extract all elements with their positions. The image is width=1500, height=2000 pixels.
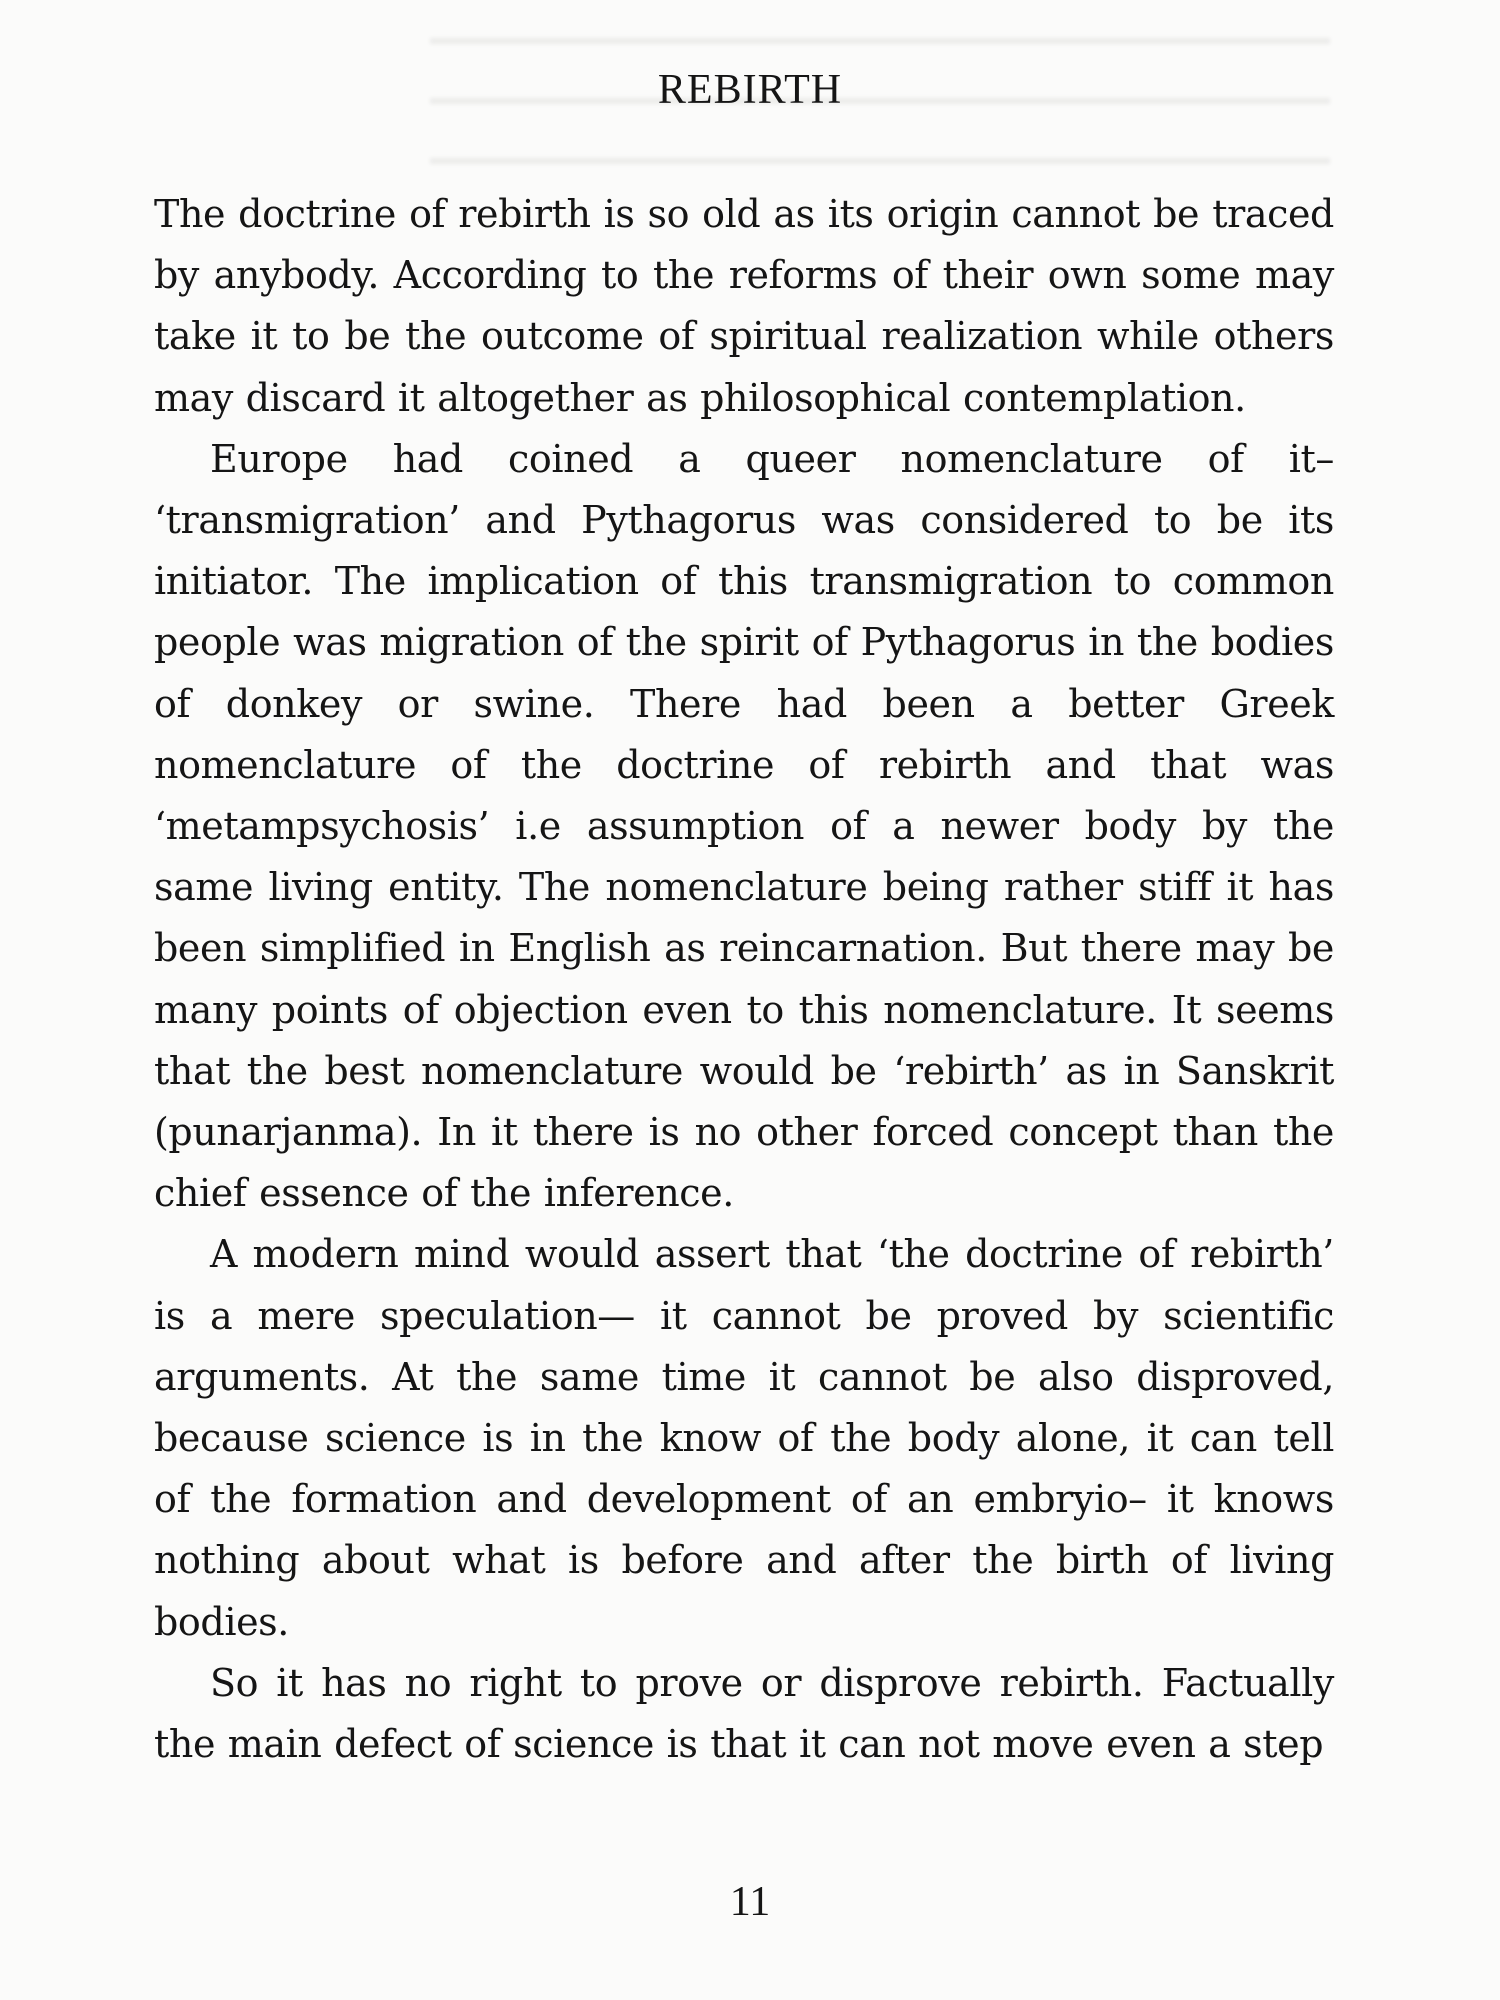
paragraph-4: So it has no right to prove or disprove rebirth. Factually the main defect of science is that it can not move even a step <box>154 1660 1334 1767</box>
paragraph-2: Europe had coined a queer nomenclature of it– ‘transmigration’ and Pythagorus was considered to be its initiator. The implication of this transmigration to common people was migration of the spirit of Pythagorus in the bodies of donkey or swine. There had been a better Greek nomenclature of the doctrine of rebirth and that was ‘metampsychosis’ i.e assumption of a newer body by the same living entity. The nomenclature being rather stiff it has been simplified in English as reincarnation. But there may be many points of objection even to this nomenclature. It seems that the best nomenclature would be ‘rebirth’ as in Sanskrit (punarjanma). In it there is no other forced concept than the chief essence of the inference. <box>154 436 1334 1216</box>
paragraph-3: A modern mind would assert that ‘the doctrine of rebirth’ is a mere speculation— it cannot be proved by scientific arguments. At the same time it cannot be also disproved, because science is in the know of the body alone, it can tell of the formation and development of an embryio– it knows nothing about what is before and after the birth of living bodies. <box>154 1232 1334 1644</box>
paragraph-1: The doctrine of rebirth is so old as its origin cannot be traced by anybody. According to the reforms of their own some may take it to be the outcome of spiritual realization while others may discard it altogether as philosophical contemplation. <box>154 192 1334 420</box>
body-text <box>154 184 1334 1775</box>
page-title: REBIRTH <box>657 67 843 113</box>
page-number: 11 <box>729 1879 771 1925</box>
